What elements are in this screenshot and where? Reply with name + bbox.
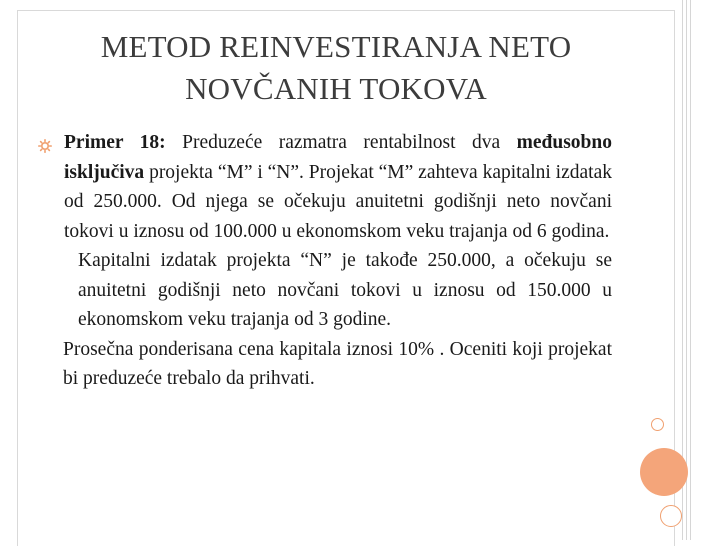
paragraph-text: Preduzeće razmatra rentabilnost dva [165, 132, 517, 153]
example-label: Primer 18: [64, 132, 166, 153]
decor-circle-filled-icon [640, 448, 688, 496]
slide-title [30, 26, 642, 110]
decor-rail [686, 0, 687, 540]
title-line-2: NOVČANIH TOKOVA [185, 71, 487, 106]
decor-circle-icon [660, 505, 682, 527]
emphasis-text: međusobno isključiva [64, 132, 612, 183]
paragraph-project-n: Kapitalni izdatak projekta “N” je takođe 250.000, a očekuju se anuitetni godišnji neto novčani tokovi u iznosu od 150.000 u ekonomskom veku trajanja od 3 godine. [78, 250, 612, 330]
title-line-1: METOD REINVESTIRANJA NETO [100, 29, 572, 64]
slide-body [64, 128, 612, 394]
paragraph-task: Prosečna ponderisana cena kapitala iznosi 10% . Oceniti koji projekat bi preduzeće trebalo da prihvati. [63, 338, 612, 389]
paragraph-text: projekta “M” i “N”. Projekat “M” zahteva kapitalni izdatak od 250.000. Od njega se očekuju anuitetni godišnji neto novčani tokovi u iznosu od 100.000 u ekonomskom veku trajanja od 6 godina. [64, 161, 612, 242]
paragraph-example [64, 128, 612, 246]
decor-circle-icon [651, 418, 664, 431]
sun-bullet-icon [38, 139, 52, 153]
decor-rail [690, 0, 691, 540]
